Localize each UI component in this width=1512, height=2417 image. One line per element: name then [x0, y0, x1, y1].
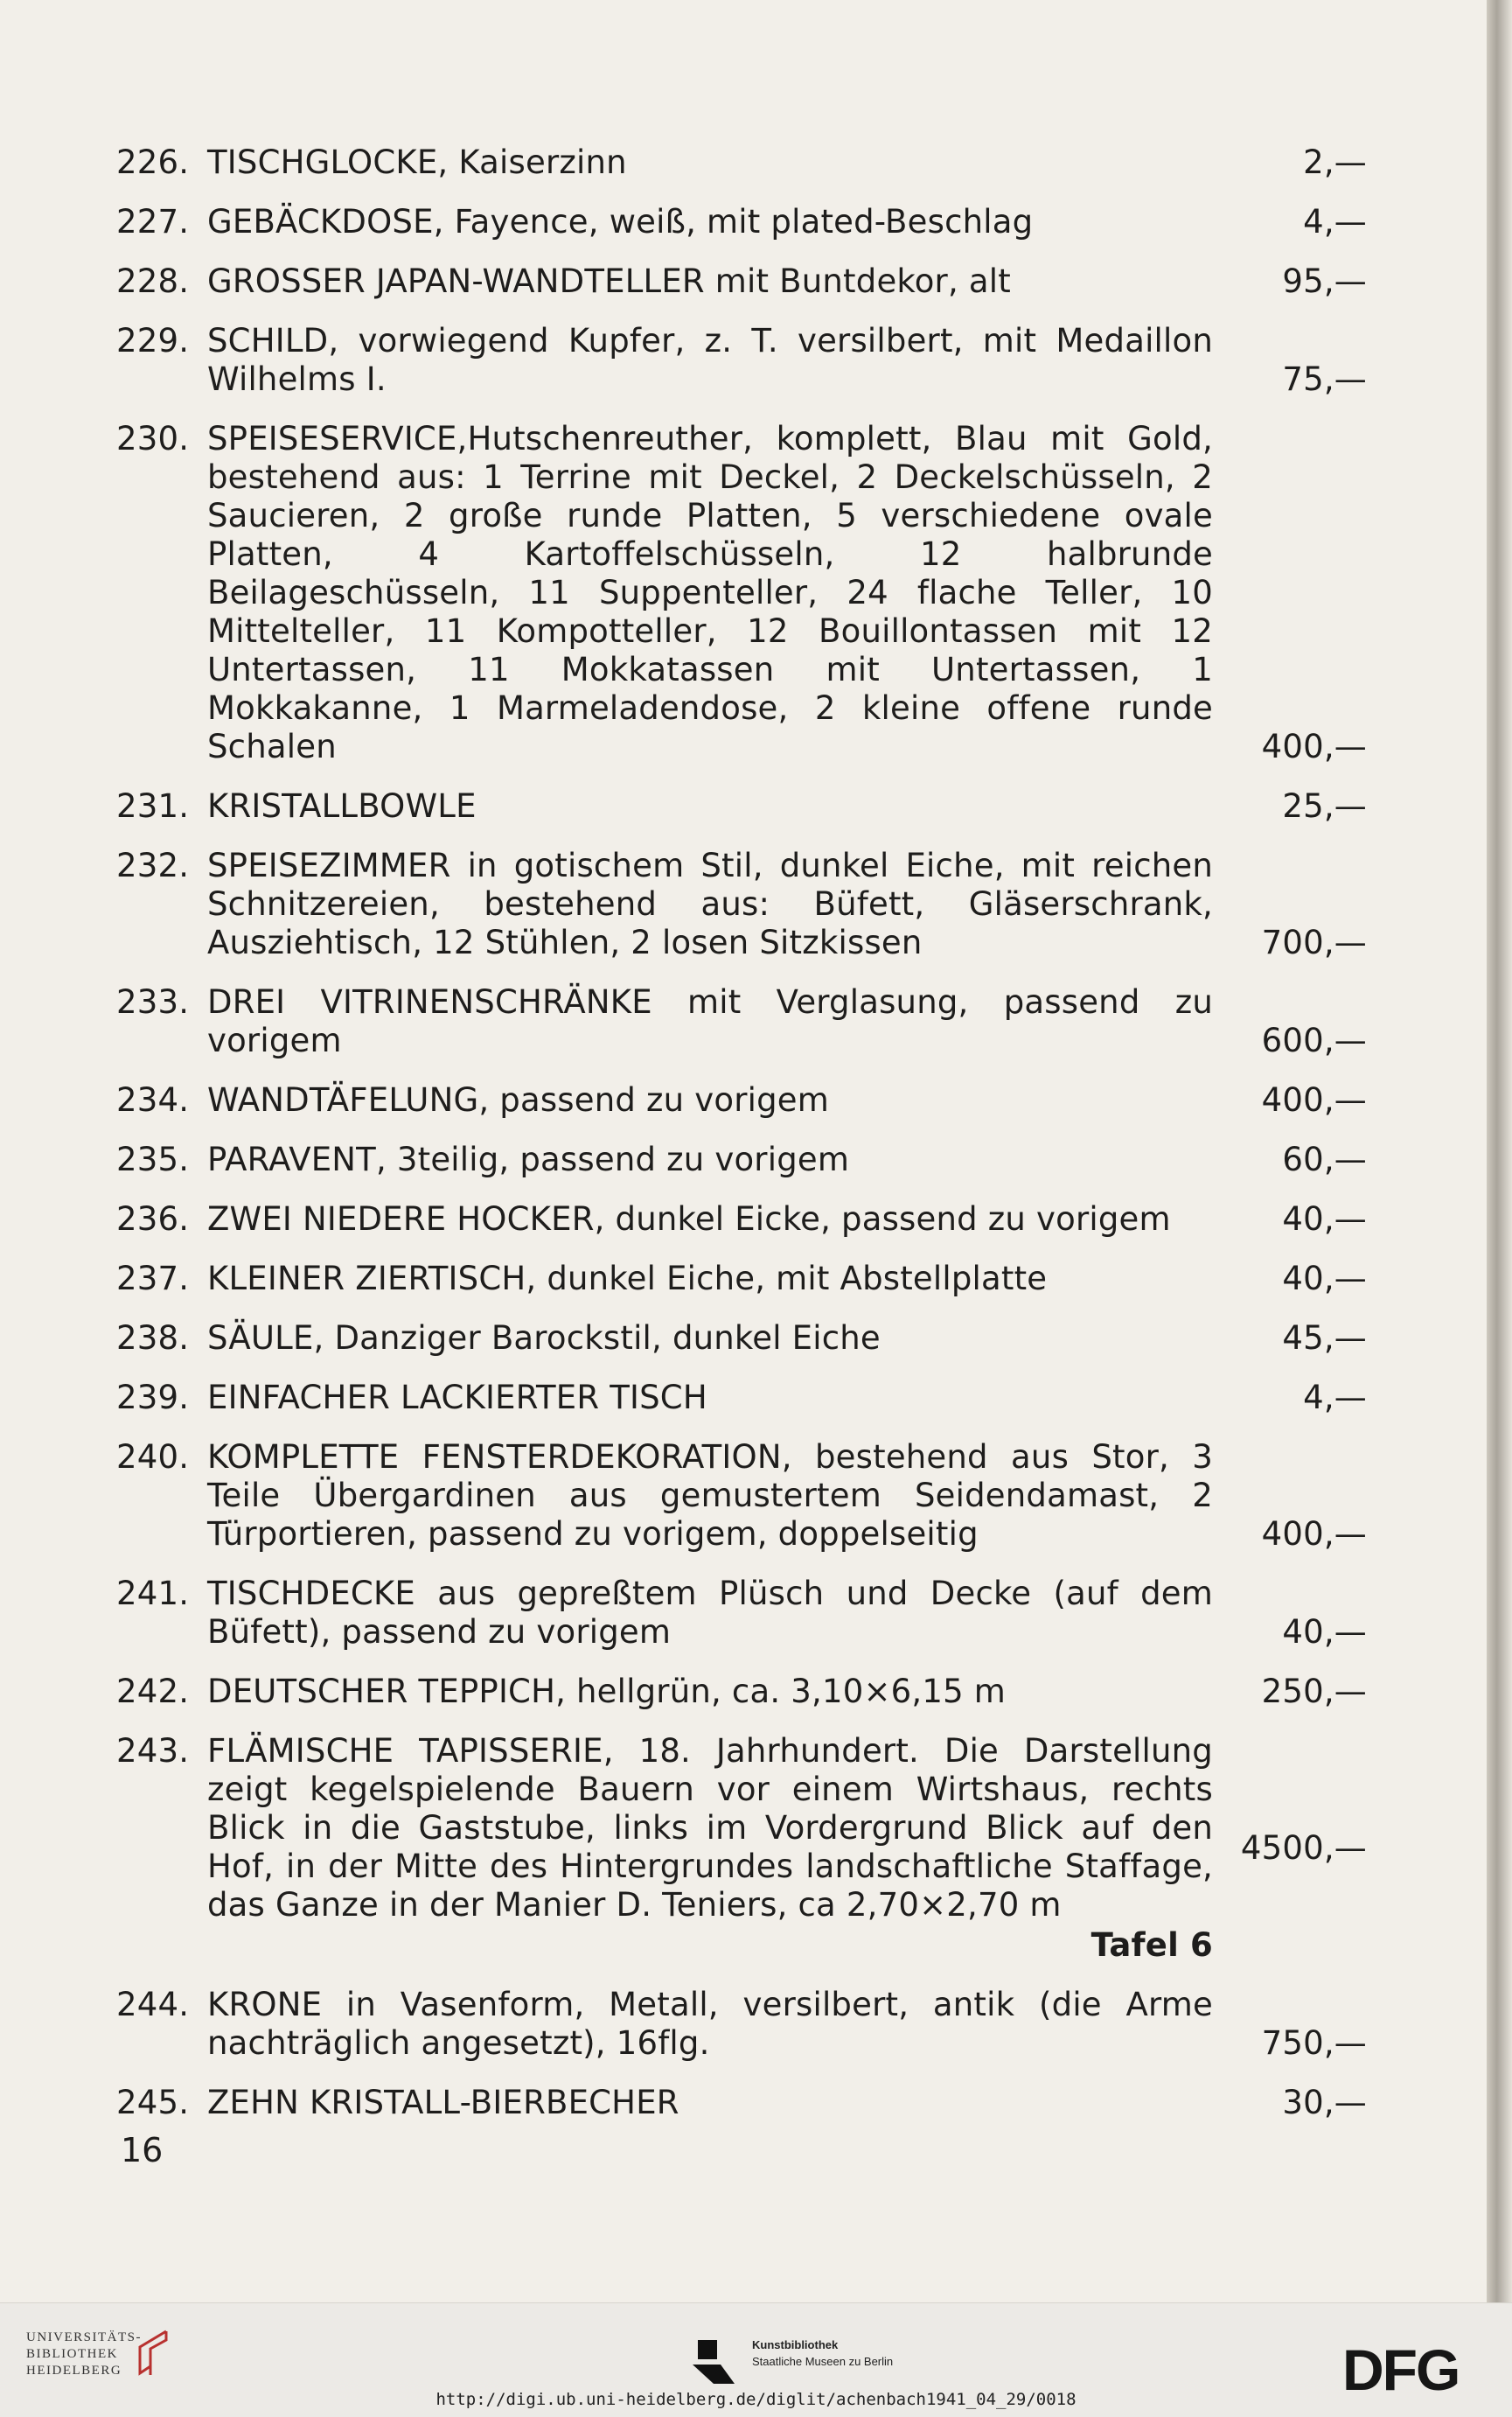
entry-price: 4,— [1303, 1379, 1367, 1416]
entry-description-block [207, 420, 1213, 766]
entry-price: 250,— [1261, 1673, 1367, 1710]
entry-price: 2,— [1303, 143, 1367, 181]
entry-description: SPEISESERVICE,Hutschenreuther, komplett, Blau mit Gold, bestehend aus: 1 Terrine mit Deckel, 2 Deckelschüsseln, 2 Saucieren, 2 große runde Platten, 5 verschiedene ovale Platten, 4 Kartoffelschüsseln, 12 halbrunde Beilageschüsseln, 11 Suppenteller, 24 flache Teller, 10 Mittelteller, 11 Kompotteller, 12 Bouillontassen mit 12 Untertassen, 11 Mokkatassen mit Untertassen, 1 Mokkakanne, 1 Marmeladendose, 2 kleine offene runde Schalen [207, 420, 1213, 765]
entry-number: 233. [116, 983, 190, 1021]
entry-price: 45,— [1282, 1319, 1367, 1357]
entry-number: 237. [116, 1260, 190, 1297]
entry-number: 242. [116, 1673, 190, 1710]
kunstbibliothek-text [752, 2337, 893, 2370]
catalog-entry [116, 1141, 1367, 1179]
entry-number: 227. [116, 203, 190, 241]
plate-reference: Tafel 6 [1090, 1926, 1213, 1964]
entry-description: GROSSER JAPAN-WANDTELLER mit Buntdekor, alt [207, 262, 1011, 300]
entry-price: 4,— [1303, 203, 1367, 241]
catalog-entry [116, 1438, 1367, 1554]
catalog-entry [116, 1673, 1367, 1711]
catalog-entry [116, 420, 1367, 766]
entry-number: 238. [116, 1319, 190, 1357]
kb-title: Kunstbibliothek [752, 2338, 839, 2351]
entry-number: 234. [116, 1081, 190, 1119]
kb-subtitle: Staatliche Museen zu Berlin [752, 2355, 894, 2368]
entry-description: KRISTALLBOWLE [207, 787, 477, 825]
entry-description: TISCHDECKE aus gepreßtem Plüsch und Decke (auf dem Büfett), passend zu vorigem [207, 1575, 1213, 1651]
entry-price: 40,— [1282, 1200, 1367, 1238]
entry-number: 229. [116, 322, 190, 360]
entry-number: 239. [116, 1379, 190, 1416]
catalog-entry [116, 1081, 1367, 1120]
entry-description: DEUTSCHER TEPPICH, hellgrün, ca. 3,10×6,15 m [207, 1673, 1007, 1710]
entry-price: 95,— [1282, 262, 1367, 300]
kunstbibliothek-logo-icon [691, 2338, 745, 2386]
catalog-entry [116, 1319, 1367, 1358]
entry-description-block [207, 787, 1213, 826]
entry-price: 25,— [1282, 787, 1367, 825]
entry-number: 235. [116, 1141, 190, 1178]
catalog-entries [116, 143, 1367, 2143]
entry-number: 245. [116, 2084, 190, 2121]
page-edge [1487, 0, 1512, 2302]
catalog-entry [116, 1575, 1367, 1652]
catalog-entry [116, 1732, 1367, 1965]
entry-description-block [207, 1379, 1213, 1417]
entry-price: 400,— [1261, 728, 1367, 765]
source-url[interactable]: http://digi.ub.uni-heidelberg.de/diglit/achenbach1941_04_29/0018 [435, 2390, 1077, 2409]
entry-description-block [207, 2084, 1213, 2122]
catalog-entry [116, 983, 1367, 1060]
entry-description-block [207, 847, 1213, 962]
entry-description-block [207, 1575, 1213, 1652]
entry-description: EINFACHER LACKIERTER TISCH [207, 1379, 707, 1416]
entry-description-block [207, 143, 1213, 182]
entry-price: 700,— [1261, 924, 1367, 961]
entry-price: 75,— [1282, 360, 1367, 398]
catalog-entry [116, 203, 1367, 241]
entry-price: 400,— [1261, 1081, 1367, 1119]
entry-description-block [207, 1438, 1213, 1554]
entry-description: KRONE in Vasenform, Metall, versilbert, antik (die Arme nachträglich angesetzt), 16flg. [207, 1986, 1213, 2062]
entry-description-block [207, 1260, 1213, 1298]
entry-number: 236. [116, 1200, 190, 1238]
entry-price: 4500,— [1240, 1829, 1367, 1867]
university-line: HEIDELBERG [26, 2364, 122, 2378]
entry-description: TISCHGLOCKE, Kaiserzinn [207, 143, 627, 181]
catalog-entry [116, 1260, 1367, 1298]
entry-price: 600,— [1261, 1022, 1367, 1059]
catalog-entry [116, 262, 1367, 301]
page-number: 16 [121, 2131, 164, 2169]
entry-description: DREI VITRINENSCHRÄNKE mit Verglasung, passend zu vorigem [207, 983, 1213, 1059]
entry-description: PARAVENT, 3teilig, passend zu vorigem [207, 1141, 850, 1178]
entry-description: KOMPLETTE FENSTERDEKORATION, bestehend aus Stor, 3 Teile Übergardinen aus gemustertem Seidendamast, 2 Türportieren, passend zu vorigem, doppelseitig [207, 1438, 1213, 1553]
entry-description-block [207, 1732, 1213, 1965]
entry-description-block [207, 1081, 1213, 1120]
university-line: UNIVERSITÄTS- [26, 2330, 142, 2344]
catalog-entry [116, 2084, 1367, 2122]
entry-description-block [207, 1141, 1213, 1179]
entry-description: WANDTÄFELUNG, passend zu vorigem [207, 1081, 829, 1119]
entry-number: 231. [116, 787, 190, 825]
dfg-logo: DFG [1342, 2337, 1460, 2402]
catalog-entry [116, 847, 1367, 962]
entry-price: 400,— [1261, 1515, 1367, 1553]
entry-description: ZWEI NIEDERE HOCKER, dunkel Eicke, passend zu vorigem [207, 1200, 1171, 1238]
entry-description-block [207, 1673, 1213, 1711]
entry-description-block [207, 983, 1213, 1060]
university-line: BIBLIOTHEK [26, 2347, 118, 2361]
catalog-entry [116, 1379, 1367, 1417]
catalog-entry [116, 322, 1367, 399]
entry-description: FLÄMISCHE TAPISSERIE, 18. Jahrhundert. Die Darstellung zeigt kegelspielende Bauern vor einem Wirtshaus, rechts Blick in die Gaststube, links im Vordergrund Blick auf den Hof, in der Mitte des Hintergrundes landschaftliche Staffage, das Ganze in der Manier D. Teniers, ca 2,70×2,70 m [207, 1732, 1213, 1924]
entry-description-block [207, 262, 1213, 301]
entry-description-block [207, 1986, 1213, 2063]
entry-description-block [207, 322, 1213, 399]
catalog-entry [116, 1200, 1367, 1239]
catalog-entry [116, 143, 1367, 182]
entry-number: 243. [116, 1732, 190, 1770]
entry-price: 40,— [1282, 1613, 1367, 1651]
entry-description: SPEISEZIMMER in gotischem Stil, dunkel Eiche, mit reichen Schnitzereien, bestehend aus: Büfett, Gläserschrank, Ausziehtisch, 12 Stühlen, 2 losen Sitzkissen [207, 847, 1213, 961]
entry-description: KLEINER ZIERTISCH, dunkel Eiche, mit Abstellplatte [207, 1260, 1048, 1297]
catalog-entry [116, 1986, 1367, 2063]
heidelberg-mark-icon [131, 2328, 178, 2379]
entry-number: 241. [116, 1575, 190, 1612]
entry-number: 232. [116, 847, 190, 884]
entry-price: 30,— [1282, 2084, 1367, 2121]
entry-number: 228. [116, 262, 190, 300]
entry-description: SÄULE, Danziger Barockstil, dunkel Eiche [207, 1319, 881, 1357]
entry-description: GEBÄCKDOSE, Fayence, weiß, mit plated-Beschlag [207, 203, 1034, 241]
entry-price: 750,— [1261, 2024, 1367, 2062]
entry-price: 40,— [1282, 1260, 1367, 1297]
entry-number: 226. [116, 143, 190, 181]
entry-number: 240. [116, 1438, 190, 1476]
entry-description-block [207, 1319, 1213, 1358]
entry-price: 60,— [1282, 1141, 1367, 1178]
entry-description-block [207, 203, 1213, 241]
entry-description-block [207, 1200, 1213, 1239]
entry-number: 244. [116, 1986, 190, 2023]
entry-description: SCHILD, vorwiegend Kupfer, z. T. versilbert, mit Medaillon Wilhelms I. [207, 322, 1213, 398]
entry-number: 230. [116, 420, 190, 458]
catalog-entry [116, 787, 1367, 826]
entry-description: ZEHN KRISTALL-BIERBECHER [207, 2084, 679, 2121]
